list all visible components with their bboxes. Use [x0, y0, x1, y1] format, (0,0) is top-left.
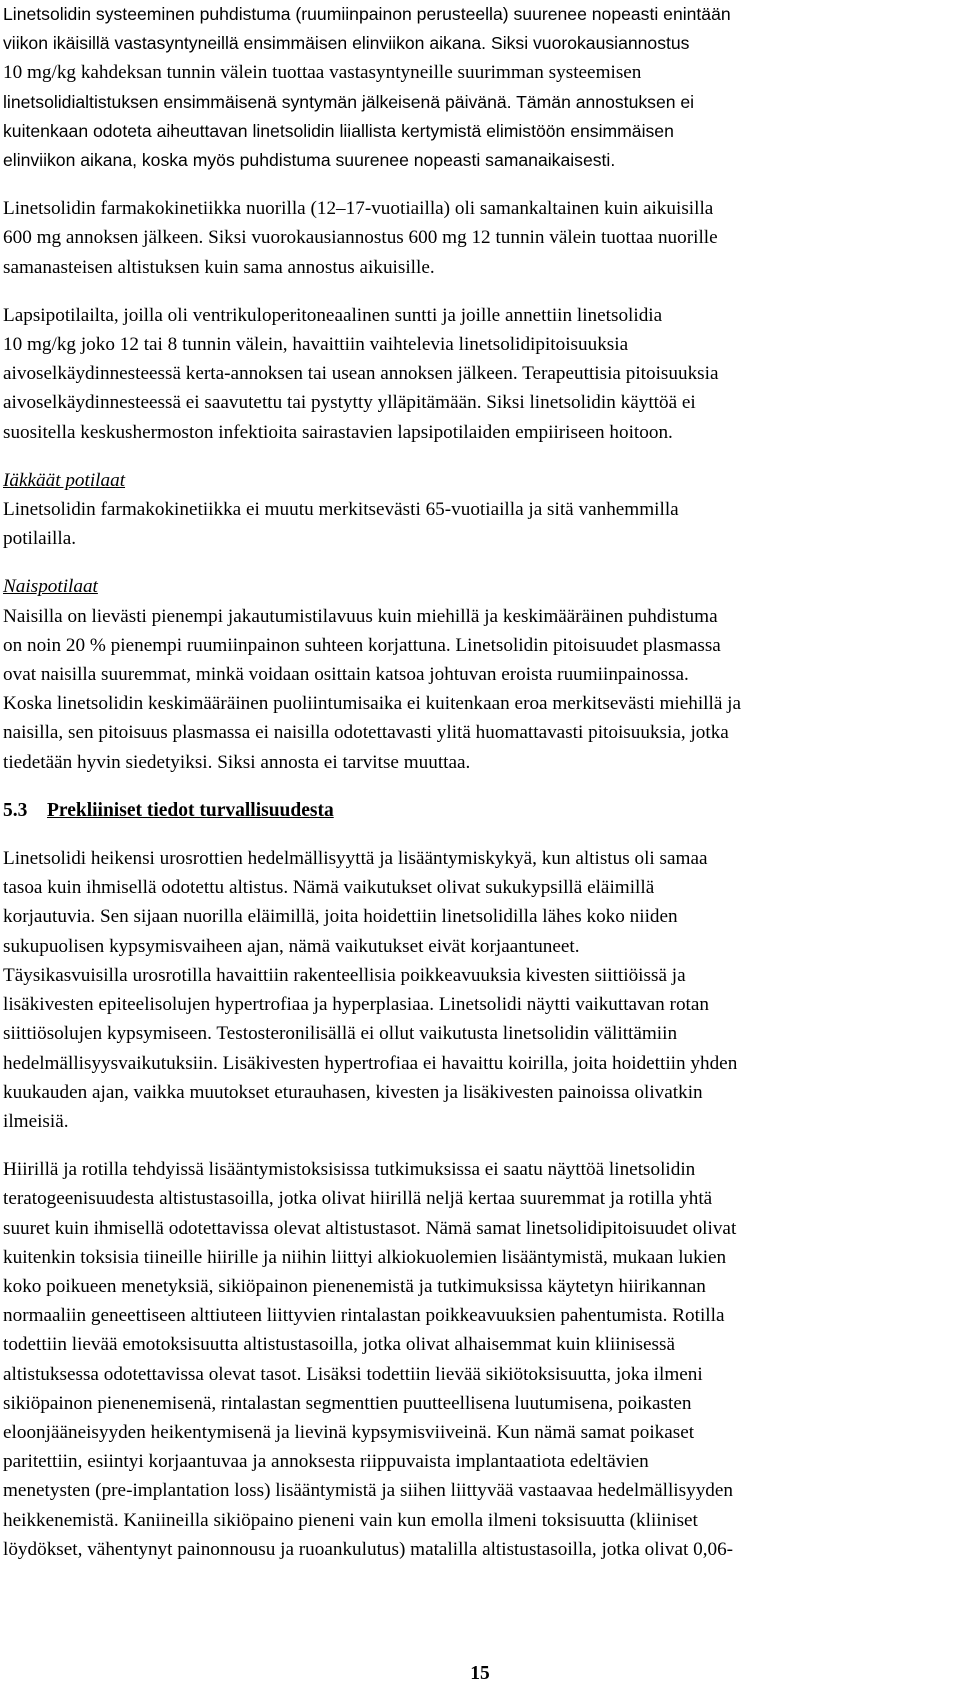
- text-line: tasoa kuin ihmisellä odotettu altistus. Nämä vaikutukset olivat sukukypsillä eläimillä: [3, 877, 655, 899]
- text-line: Linetsolidin systeeminen puhdistuma (ruumiinpainon perusteella) suurenee nopeasti enintään: [3, 4, 731, 24]
- text-line: Koska linetsolidin keskimääräinen puoliintumisaika ei kuitenkaan eroa merkitsevästi miehillä ja: [3, 693, 741, 715]
- text-line: hedelmällisyysvaikutuksiin. Lisäkivesten hypertrofiaa ei havaittu koirilla, joita hoidettiin yhden: [3, 1052, 738, 1074]
- text-line: siittiösolujen kypsymiseen. Testosteronilisällä ei ollut vaikutusta linetsolidin välittämiin: [3, 1023, 678, 1045]
- text-line: naisilla, sen pitoisuus plasmassa ei naisilla odotettavasti ylitä huomattavasti pitoisuuksia, jotka: [3, 722, 729, 744]
- text-line: Hiirillä ja rotilla tehdyissä lisääntymistoksisissa tutkimuksissa ei saatu näyttöä linetsolidin: [3, 1159, 696, 1181]
- section-heading: [3, 796, 958, 825]
- text-line: potilailla.: [3, 528, 77, 550]
- text-line: menetysten (pre-implantation loss) lisääntymistä ja siihen liittyvää vastaavaa hedelmällisyyden: [3, 1480, 733, 1502]
- text-line: suositella keskushermoston infektioita sairastavien lapsipotilaiden empiiriseen hoitoon.: [3, 421, 673, 443]
- text-line: teratogeenisuudesta altistustasoilla, jotka olivat hiirillä neljä kertaa suuremmat ja rotilla yhtä: [3, 1188, 713, 1210]
- text-line: Linetsolidi heikensi urosrottien hedelmällisyyttä ja lisääntymiskykyä, kun altistus oli samaa: [3, 848, 708, 870]
- text-line: todettiin lievää emotoksisuutta altistustasoilla, jotka olivat alhaisemmat kuin kliinisessä: [3, 1334, 675, 1356]
- subheading-elderly: Iäkkäät potilaat: [3, 469, 126, 491]
- text-line: suuret kuin ihmisellä odotettavissa olevat altistustasot. Nämä samat linetsolidipitoisuudet olivat: [3, 1217, 737, 1239]
- text-line: löydökset, vähentynyt painonnousu ja ruoankulutus) matalilla altistustasoilla, jotka olivat 0,06-: [3, 1538, 734, 1560]
- document-page: [3, 0, 958, 1564]
- text-line: sikiöpainon pienenemisenä, rintalastan segmenttien puutteellisena luutumisena, poikasten: [3, 1392, 692, 1414]
- text-line: heikkenemistä. Kaniineilla sikiöpaino pieneni vain kun emolla ilmeni toksisuutta (kliiniset: [3, 1509, 698, 1531]
- paragraph-fertility: [3, 844, 958, 1136]
- text-line: korjautuvia. Sen sijaan nuorilla eläimillä, joita hoidettiin linetsolidilla lähes koko niiden: [3, 906, 678, 928]
- text-line: altistuksessa odotettavissa olevat tasot. Lisäksi todettiin lievää sikiötoksisuutta, joka ilmeni: [3, 1363, 703, 1385]
- text-line: kuitenkin toksisia tiineille hiirille ja niihin liittyi alkiokuolemien lisääntymistä, mukaan lukien: [3, 1246, 727, 1268]
- paragraph-vp-shunt: [3, 301, 958, 447]
- text-line: koko poikueen menetyksiä, sikiöpainon pienenemistä ja tutkimuksissa käytetyn hiirikannan: [3, 1275, 706, 1297]
- text-line: Lapsipotilailta, joilla oli ventrikuloperitoneaalinen suntti ja joille annettiin linetsolidia: [3, 304, 663, 326]
- text-line: Linetsolidin farmakokinetiikka nuorilla (12–17-vuotiailla) oli samankaltainen kuin aikuisilla: [3, 198, 714, 220]
- subheading-female: Naispotilaat: [3, 576, 98, 598]
- text-line: kuitenkaan odoteta aiheuttavan linetsolidin liiallista kertymistä elimistöön ensimmäisen: [3, 120, 674, 141]
- section-title: Prekliiniset tiedot turvallisuudesta: [47, 799, 334, 821]
- text-line: elinviikon aikana, koska myös puhdistuma suurenee nopeasti samanaikaisesti.: [3, 150, 616, 171]
- text-line: 600 mg annoksen jälkeen. Siksi vuorokausiannostus 600 mg 12 tunnin välein tuottaa nuorille: [3, 227, 718, 249]
- text-line: tiedetään hyvin siedetyiksi. Siksi annosta ei tarvitse muuttaa.: [3, 751, 471, 773]
- text-line: 10 mg/kg kahdeksan tunnin välein tuottaa vastasyntyneille suurimman systeemisen: [3, 62, 642, 84]
- text-line: Linetsolidin farmakokinetiikka ei muutu merkitsevästi 65-vuotiailla ja sitä vanhemmilla: [3, 499, 679, 521]
- section-elderly: [3, 466, 958, 554]
- page-number: 15: [470, 1663, 490, 1684]
- text-line: sukupuolisen kypsymisvaiheen ajan, nämä vaikutukset eivät korjaantuneet.: [3, 935, 580, 957]
- paragraph-neonatal: [3, 0, 958, 175]
- text-line: samanasteisen altistuksen kuin sama annostus aikuisille.: [3, 256, 435, 278]
- text-line: 10 mg/kg joko 12 tai 8 tunnin välein, havaittiin vaihtelevia linetsolidipitoisuuksia: [3, 334, 629, 356]
- section-number: 5.3: [3, 799, 28, 821]
- paragraph-reproductive-toxicity: [3, 1155, 958, 1564]
- text-line: on noin 20 % pienempi ruumiinpainon suhteen korjattuna. Linetsolidin pitoisuudet plasmassa: [3, 634, 721, 656]
- text-line: kuukauden ajan, vaikka muutokset eturauhasen, kivesten ja lisäkivesten painoissa olivatkin: [3, 1081, 703, 1103]
- section-female: [3, 572, 958, 776]
- text-line: normaaliin geneettiseen alttiuteen liittyvien rintalastan poikkeavuuksien pahentumista. Rotilla: [3, 1305, 725, 1327]
- text-line: linetsolidialtistuksen ensimmäisenä syntymän jälkeisenä päivänä. Tämän annostuksen ei: [3, 91, 695, 112]
- text-line: paritettiin, esiintyi korjaantuvaa ja annoksesta riippuvaista implantaatiota edeltävien: [3, 1451, 649, 1473]
- text-line: Naisilla on lievästi pienempi jakautumistilavuus kuin miehillä ja keskimääräinen puhdistuma: [3, 605, 718, 627]
- text-line: aivoselkäydinnesteessä kerta-annoksen tai usean annoksen jälkeen. Terapeuttisia pitoisuuksia: [3, 363, 719, 385]
- text-line: eloonjääneisyyden heikentymisenä ja lievinä kypsymisviiveinä. Kun nämä samat poikaset: [3, 1421, 695, 1443]
- text-line: viikon ikäisillä vastasyntyneillä ensimmäisen elinviikon aikana. Siksi vuorokausiannostus: [3, 33, 690, 54]
- text-line: aivoselkäydinnesteessä ei saavutettu tai pystytty ylläpitämään. Siksi linetsolidin käyttöä ei: [3, 392, 696, 414]
- text-line: lisäkivesten epiteelisolujen hypertrofiaa ja hyperplasiaa. Linetsolidi näytti vaikuttavan rotan: [3, 994, 709, 1016]
- text-line: ilmeisiä.: [3, 1110, 69, 1132]
- text-line: ovat naisilla suuremmat, minkä voidaan osittain katsoa johtuvan eroista ruumiinpainossa.: [3, 664, 689, 686]
- paragraph-adolescents: [3, 194, 958, 282]
- text-line: Täysikasvuisilla urosrotilla havaittiin rakenteellisia poikkeavuuksia kivesten siittiöissä ja: [3, 964, 686, 986]
